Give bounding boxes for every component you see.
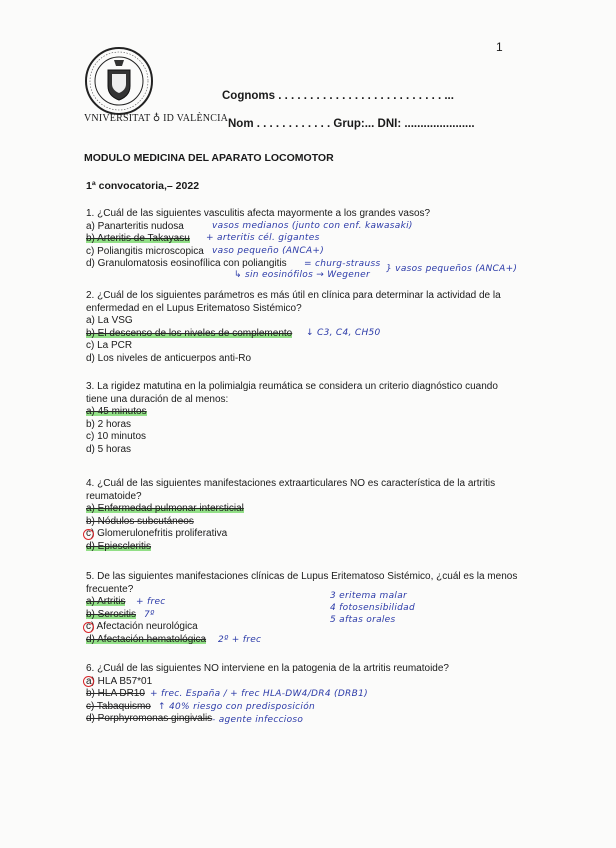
option-5b: b) Serositis	[86, 608, 137, 620]
question-1-stem: 1. ¿Cuál de las siguientes vasculitis afecta mayormente a los grandes vasos?	[86, 208, 431, 219]
question-5-stem-line-2: frecuente?	[86, 583, 134, 595]
note-1a: vasos medianos (junto con enf. kawasaki)	[212, 221, 413, 231]
option-1a: a) Panarteritis nudosa	[86, 220, 184, 232]
option-2a: a) La VSG	[86, 315, 133, 327]
option-6d: d) Porphyromonas gingivalis	[86, 713, 213, 725]
note-1b: + arteritis cél. gigantes	[206, 233, 320, 243]
option-4c: c) Glomerulonefritis proliferativa	[86, 528, 228, 540]
option-3a: a) 45 minutos	[86, 406, 147, 418]
note-5e: 3 eritema malar	[330, 591, 408, 601]
question-5	[86, 571, 517, 647]
note-1e: ↳ sin eosinófilos → Wegener	[234, 270, 370, 280]
note-6b: + frec. España / + frec HLA-DW4/DR4 (DRB1)	[150, 689, 368, 699]
note-5d: 2º + frec	[218, 635, 262, 645]
university-seal-icon	[84, 46, 154, 116]
option-2d: d) Los niveles de anticuerpos anti-Ro	[86, 352, 252, 364]
answer-circle-4c	[83, 529, 94, 540]
question-4-stem-line-1: 4. ¿Cuál de las siguientes manifestaciones extraarticulares NO es característica de la artritis	[86, 478, 496, 489]
page-number: 1	[496, 40, 503, 54]
module-title: MODULO MEDICINA DEL APARATO LOCOMOTOR	[84, 152, 334, 164]
option-4a: a) Enfermedad pulmonar intersticial	[86, 503, 244, 515]
note-5f: 4 fotosensibilidad	[330, 603, 415, 613]
nom-grup-dni-field: Nom . . . . . . . . . . . . Grup:... DNI: ......................	[228, 118, 475, 130]
note-2a: ↓ C3, C4, CH50	[306, 328, 381, 338]
question-3-stem-line-2: tiene una duración de al menos:	[86, 393, 229, 405]
cognoms-field: Cognoms . . . . . . . . . . . . . . . . . . . . . . . . . . ...	[222, 90, 454, 102]
option-4d: d) Epiescleritis	[86, 540, 152, 552]
option-4b: b) Nódulos subcutáneos	[86, 515, 194, 527]
option-6c: c) Tabaquismo	[86, 700, 151, 712]
option-5c: c) Afectación neurológica	[86, 621, 198, 633]
question-6-stem: 6. ¿Cuál de las siguientes NO interviene en la patogenia de la artritis reumatoide?	[86, 663, 449, 674]
option-2b: b) El descenso de los niveles de complemento	[86, 327, 293, 339]
question-4-stem-line-2: reumatoide?	[86, 490, 142, 502]
question-3-stem-line-1: 3. La rigidez matutina en la polimialgia reumática se considera un criterio diagnóstico cuando	[86, 381, 498, 392]
option-3b: b) 2 horas	[86, 418, 132, 430]
option-6b: b) HLA DR10	[86, 688, 145, 700]
answer-circle-5c	[83, 622, 94, 633]
note-5a: + frec	[136, 597, 166, 607]
question-3	[86, 381, 498, 457]
option-5d: d) Afectación hematológica	[86, 633, 207, 645]
university-name: VNIVERSITAT ♁ ID VALÈNCIA	[84, 113, 229, 124]
option-1d: d) Granulomatosis eosinofílica con poliangitis	[86, 258, 287, 270]
convocatoria: 1ª convocatoria,– 2022	[86, 180, 200, 192]
note-6d: - agente infeccioso	[212, 715, 304, 725]
note-1c: vaso pequeño (ANCA+)	[212, 246, 325, 256]
option-6a: a) HLA B57*01	[86, 675, 153, 687]
option-1b: b) Arteritis de Takayasu	[86, 233, 190, 245]
question-2-stem-line-2: enfermedad en el Lupus Eritematoso Sistémico?	[86, 302, 302, 314]
note-5g: 5 aftas orales	[330, 615, 396, 625]
question-4	[86, 478, 495, 554]
option-3d: d) 5 horas	[86, 443, 132, 455]
option-1c: c) Poliangitis microscopica	[86, 245, 204, 257]
question-2	[86, 290, 501, 366]
option-5a: a) Artritis	[86, 596, 126, 608]
note-6c: ↑ 40% riesgo con predisposición	[158, 702, 316, 712]
option-2c: c) La PCR	[86, 340, 133, 352]
question-2-stem-line-1: 2. ¿Cuál de los siguientes parámetros es más útil en clínica para determinar la actividad de la	[86, 290, 501, 301]
option-3c: c) 10 minutos	[86, 431, 147, 443]
note-5b: 7º	[144, 610, 155, 620]
answer-circle-6a	[83, 676, 94, 687]
question-5-stem-line-1: 5. De las siguientes manifestaciones clínicas de Lupus Eritematoso Sistémico, ¿cuál es la menos	[86, 571, 518, 582]
note-1f: } vasos pequeños (ANCA+)	[386, 264, 518, 274]
note-1d: = churg-strauss	[304, 259, 381, 269]
